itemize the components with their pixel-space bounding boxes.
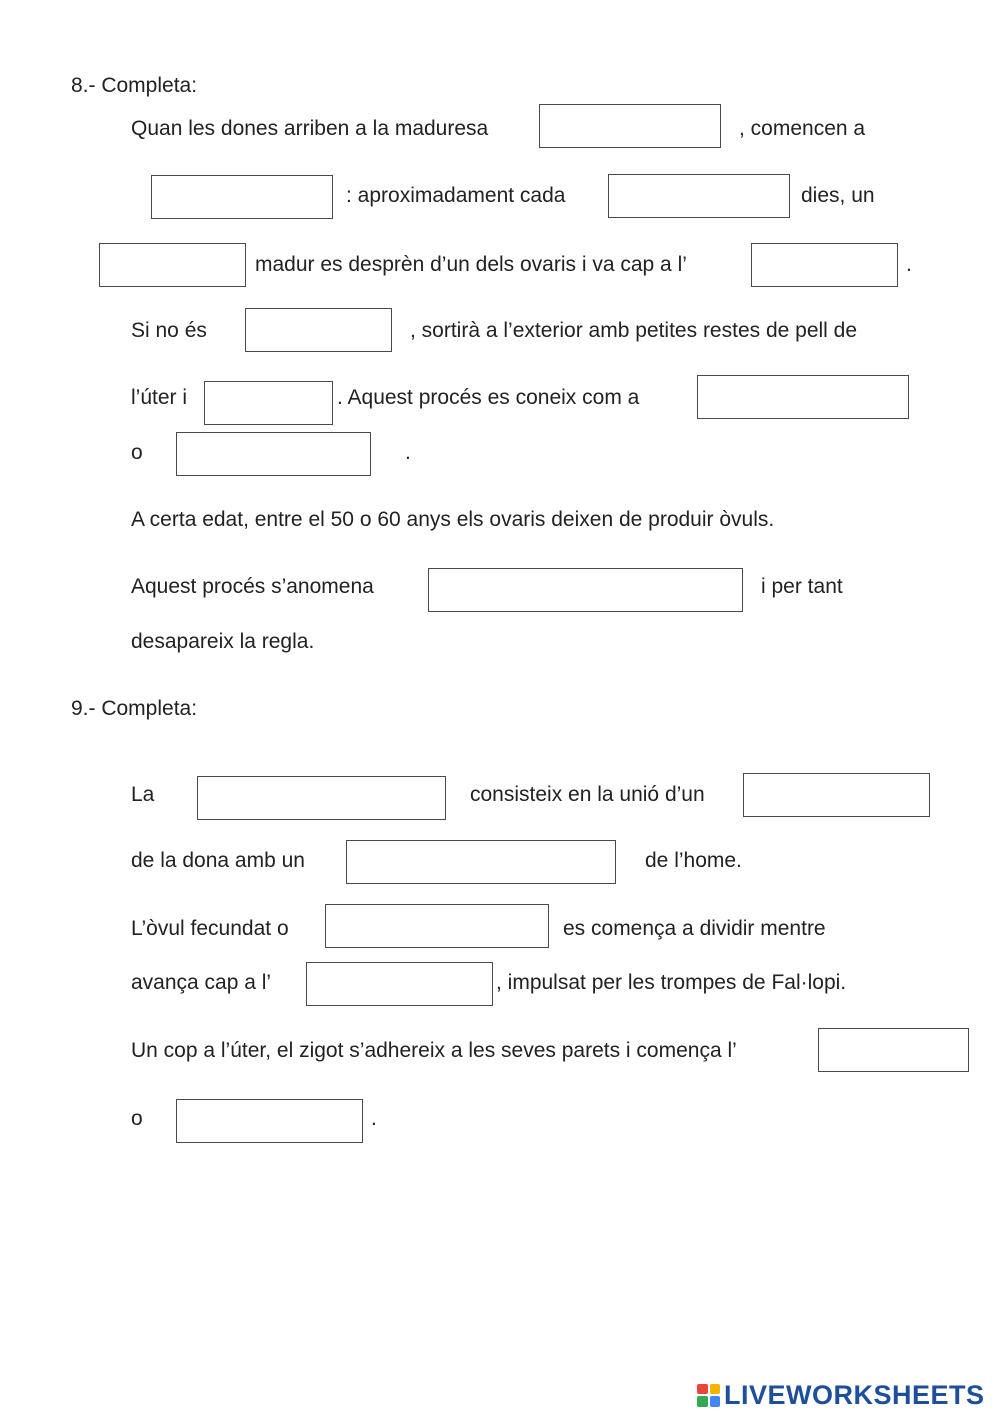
q8-line7-text: A certa edat, entre el 50 o 60 anys els ovaris deixen de produir òvuls.: [131, 508, 775, 531]
q8-line4-text-a: Si no és: [131, 319, 207, 342]
q8-line9-text: desapareix la regla.: [131, 630, 315, 653]
q9-line3-text-b: es comença a dividir mentre: [563, 917, 826, 940]
logo-text: LIVEWORKSHEETS: [724, 1379, 985, 1410]
q8-line8-text-b: i per tant: [761, 575, 843, 598]
q8-blank-3[interactable]: [608, 174, 790, 218]
q9-blank-4[interactable]: [325, 904, 549, 948]
q8-line2-text-a: : aproximadament cada: [346, 184, 566, 207]
q9-title: 9.- Completa:: [71, 697, 198, 720]
q9-line4-text-b: , impulsat per les trompes de Fal·lopi.: [496, 971, 847, 994]
q9-line4-text-a: avança cap a l’: [131, 971, 272, 994]
logo-tile: [697, 1396, 708, 1407]
q9-blank-7[interactable]: [176, 1099, 363, 1143]
q8-line3-text-b: .: [906, 253, 912, 276]
q8-line1-text-a: Quan les dones arriben a la maduresa: [131, 117, 489, 140]
q8-blank-9[interactable]: [176, 432, 371, 476]
q8-line8-text-a: Aquest procés s’anomena: [131, 575, 374, 598]
logo-tile: [697, 1384, 708, 1395]
logo-tile: [710, 1396, 721, 1407]
q9-line2-text-b: de l’home.: [645, 849, 742, 872]
q9-blank-3[interactable]: [346, 840, 616, 884]
q9-line6-text-b: .: [371, 1107, 377, 1130]
q8-blank-6[interactable]: [245, 308, 392, 352]
q8-title: 8.- Completa:: [71, 74, 198, 97]
q8-blank-7[interactable]: [204, 381, 333, 425]
q9-blank-1[interactable]: [197, 776, 446, 820]
q9-blank-6[interactable]: [818, 1028, 969, 1072]
q8-line5-text-a: l’úter i: [131, 386, 188, 409]
q8-blank-4[interactable]: [99, 243, 246, 287]
q8-line6-text-a: o: [131, 441, 143, 464]
q8-blank-2[interactable]: [151, 175, 333, 219]
q8-blank-5[interactable]: [751, 243, 898, 287]
q8-line2-text-b: dies, un: [801, 184, 875, 207]
logo-tile: [710, 1384, 721, 1395]
liveworksheets-logo: [697, 1380, 985, 1410]
q8-line3-text-a: madur es desprèn d’un dels ovaris i va cap a l’: [255, 253, 687, 276]
q9-line5-text: Un cop a l’úter, el zigot s’adhereix a les seves parets i comença l’: [131, 1039, 737, 1062]
q9-line2-text-a: de la dona amb un: [131, 849, 305, 872]
q9-line1-text-a: La: [131, 783, 155, 806]
q9-blank-2[interactable]: [743, 773, 930, 817]
q8-blank-8[interactable]: [697, 375, 909, 419]
q8-blank-10[interactable]: [428, 568, 743, 612]
q8-blank-1[interactable]: [539, 104, 721, 148]
q9-line6-text-a: o: [131, 1107, 143, 1130]
q8-line4-text-b: , sortirà a l’exterior amb petites restes de pell de: [410, 319, 858, 342]
liveworksheets-tiles-icon: [697, 1384, 720, 1407]
q9-blank-5[interactable]: [306, 962, 493, 1006]
q9-line1-text-b: consisteix en la unió d’un: [470, 783, 705, 806]
q8-line6-text-b: .: [405, 441, 411, 464]
q8-line1-text-b: , comencen a: [739, 117, 866, 140]
q8-line5-text-b: . Aquest procés es coneix com a: [337, 386, 640, 409]
q9-line3-text-a: L’òvul fecundat o: [131, 917, 289, 940]
